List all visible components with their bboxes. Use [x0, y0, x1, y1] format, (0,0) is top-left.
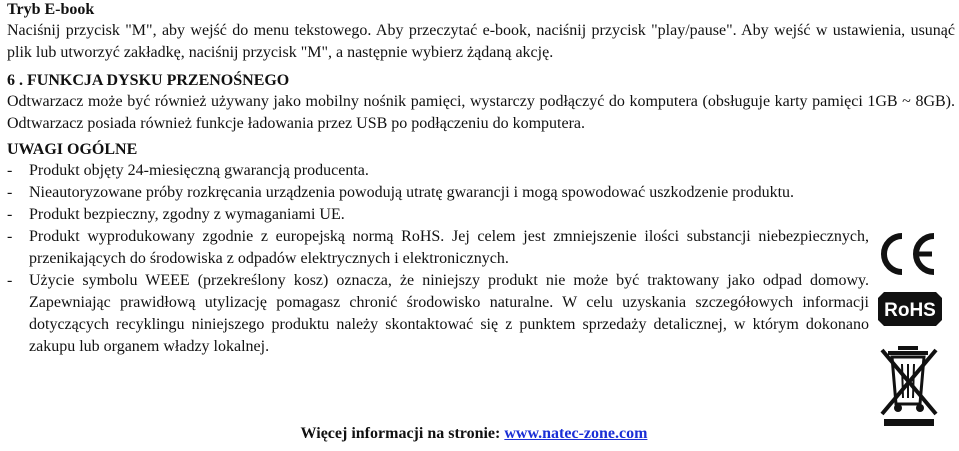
portable-disk-paragraph: Odtwarzacz może być również używany jako mobilny nośnik pamięci, wystarczy podłączyć do komputera (obsługuje karty pamięci 1GB ~ 8GB). Odtwarzacz posiada również funkcje ładowania przez USB po podłączeniu do komputera. — [7, 93, 955, 132]
list-item-text: Nieautoryzowane próby rozkręcania urządzenia powodują utratę gwarancji i mogą spowodować uszkodzenie produktu. — [29, 184, 795, 201]
general-notes-heading: UWAGI OGÓLNE — [7, 141, 138, 158]
list-item — [7, 204, 955, 226]
list-dash: - — [7, 184, 13, 201]
list-item-text: Produkt wyprodukowany zgodnie z europejską normą RoHS. Jej celem jest zmniejszenie ilości substancji niebezpiecznych, przenikających do środowiska z odpadów elektrycznych i elektronicznych. — [29, 228, 869, 267]
list-item-text: Użycie symbolu WEEE (przekreślony kosz) oznacza, że niniejszy produkt nie może być traktowany jako odpad domowy. Zapewniając prawidłową utylizację pomagasz chronić środowisko naturalne. W celu uzyskania szczegółowych informacji dotyczących recyklingu niniejszego produktu należy skontaktować się z punktem sprzedaży detalicznej, w którym dokonano zakupu lub organem władzy lokalnej. — [29, 272, 869, 355]
footer — [0, 424, 948, 444]
list-dash: - — [7, 228, 13, 245]
list-item-text: Produkt objęty 24-miesięczną gwarancją producenta. — [29, 162, 369, 179]
ebook-paragraph: Naciśnij przycisk "M", aby wejść do menu tekstowego. Aby przeczytać e-book, naciśnij przycisk "play/pause". Aby wejść w ustawienia, usunąć plik lub utworzyć zakładkę, naciśnij przycisk "M", a następnie wybierz żądaną akcję. — [7, 22, 955, 61]
footer-label: Więcej informacji na stronie: — [300, 425, 501, 442]
list-item — [7, 160, 955, 182]
list-item — [7, 270, 869, 358]
list-item — [7, 226, 869, 270]
weee-crossed-bin-icon — [876, 342, 942, 428]
list-dash: - — [7, 206, 13, 223]
website-link[interactable]: www.natec-zone.com — [504, 425, 648, 442]
list-item — [7, 182, 955, 204]
list-dash: - — [7, 162, 13, 179]
manual-page — [7, 0, 955, 358]
portable-disk-heading: 6 . FUNKCJA DYSKU PRZENOŚNEGO — [7, 72, 290, 89]
general-notes-list — [7, 160, 955, 358]
list-dash: - — [7, 272, 13, 289]
rohs-badge-text: RoHS — [884, 300, 936, 321]
list-item-text: Produkt bezpieczny, zgodny z wymaganiami UE. — [29, 206, 345, 223]
ebook-heading: Tryb E-book — [7, 1, 95, 18]
ce-mark-icon — [872, 230, 940, 278]
rohs-badge-icon — [872, 288, 948, 330]
